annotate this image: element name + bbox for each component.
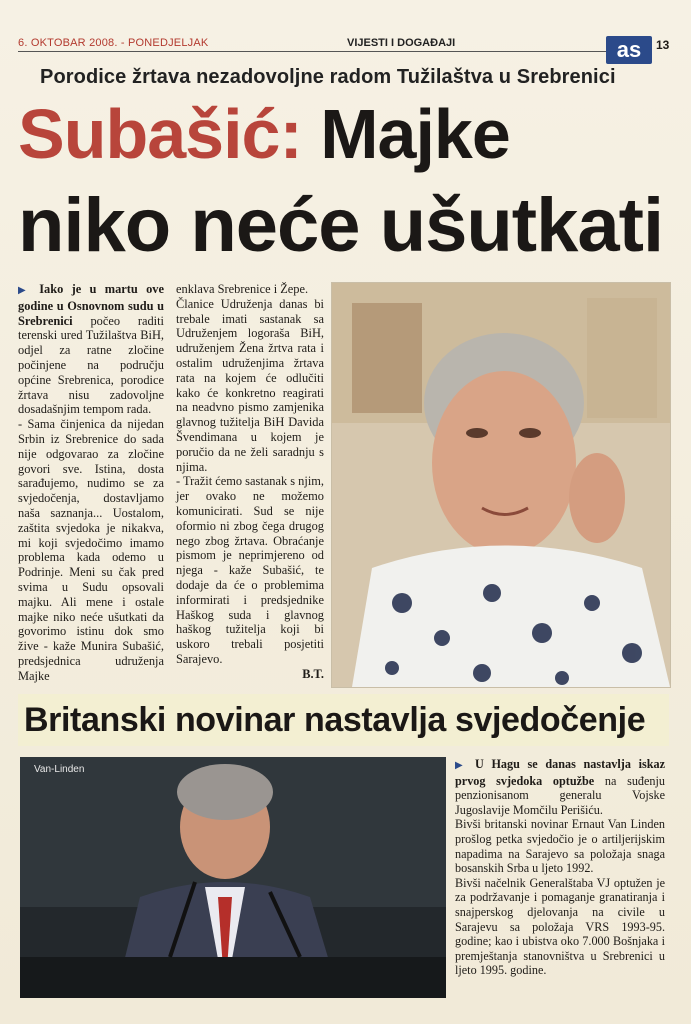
article1-paragraph: enklava Srebrenice i Žepe. xyxy=(176,282,309,296)
witness-photo-illustration xyxy=(20,757,446,998)
article2-lead-bold: U Hagu se danas nastavlja iskaz prvog svjedoka optužbe xyxy=(455,757,665,788)
article1-lead-bold: Iako je u martu ove godine u Osnovnom sudu u Srebrenici xyxy=(18,282,164,328)
headline-black-part: Majke xyxy=(320,95,510,173)
article1-lead-rest: počeo raditi terenski ured Tužilaštva BiH, odjel za ratne zločine počinjene na području općine Srebrenica, porodice žrtava nisu zadovoljne dosadašnjim tempom rada. xyxy=(18,313,164,417)
article1-paragraph: - Sama činjenica da nijedan Srbin iz Srebrenice do sada nije odgovarao za zločine govori sve. Istina, dosta sarađujemo, nudimo se za svjedočenja, dostavljamo naša saznanja... Uostalom, zaštita svjedoka je nikakva, mi koji svjedočimo imamo problema kada odemo u Podrinje. Meni su čak pred svima u Sudu opsovali majku. Ali mene i ostale majke niko neće ušutkati da govorimo istinu dok smo žive - kaže Munira Subašić, predsjednica udruženja Majke xyxy=(18,417,164,683)
photo-credit: Van-Linden xyxy=(34,764,85,775)
article1-headline-line1 xyxy=(18,96,510,172)
article2-photo-witness xyxy=(20,757,446,998)
article1-column-1 xyxy=(18,282,164,684)
article1-paragraph: Članice Udruženja danas bi trebale imati sastanak sa Udruženjem logoraša BiH, udruženjem Žena žrtva rata i ostalim udruženjima žrtava rata na kojem će odlučiti kako će konkretno reagirati na neadvno pismo zamjenika glavnog tužitelja BiH Davida Švendimana u kojem je poručio da ne želi saradnju s njima. xyxy=(176,296,324,474)
publication-logo: as xyxy=(606,36,652,64)
article2-text-column xyxy=(455,757,665,978)
article2-paragraph: Bivši načelnik Generalštaba VJ optužen je za podržavanje i pomaganje granatiranja i snajperskog djelovanja na civile u Sarajevu sa položaja VRS 1993-95. godine; kao i ubistva oko 7.000 Bošnjaka i premještanja stanovništva u Srebrenici u ljeto 1995. godine. xyxy=(455,875,665,978)
article1-signature: B.T. xyxy=(302,666,324,681)
headline-red-part: Subašić: xyxy=(18,95,302,173)
bullet-arrow-icon: ▶ xyxy=(455,760,468,771)
article1-kicker: Porodice žrtava nezadovoljne radom Tužilaštva u Srebrenici xyxy=(40,66,616,88)
header-divider xyxy=(18,51,651,52)
article1-headline-line2: niko neće ušutkati xyxy=(18,183,664,268)
page-number: 13 xyxy=(656,38,670,52)
article2-lead-rest: na suđenju penzionisanom generalu Vojske Jugoslavije Momčilu Perišiću. xyxy=(455,773,665,817)
article2-paragraph: Bivši britanski novinar Ernaut Van Linden prošlog petka svjedočio je o artiljerijskim napadima na Sarajevo sa položaja snaga bosanskih Srba u ljeto 1992. xyxy=(455,817,665,876)
issue-date: 6. OKTOBAR 2008. - PONEDJELJAK xyxy=(18,37,209,49)
article1-column-2 xyxy=(176,282,324,682)
article2-headline: Britanski novinar nastavlja svjedočenje xyxy=(24,701,646,739)
bullet-arrow-icon: ▶ xyxy=(18,285,31,296)
section-name: VIJESTI I DOGAĐAJI xyxy=(347,37,456,49)
article1-paragraph: - Tražit ćemo sastanak s njim, jer ovako ne možemo komunicirati. Sud se nije oformio ni zbog čega drugog nego zbog žrtava. Obraćanje pismom je neprimjereno od njega - kaže Subašić, te dodaje da će o problemima informirati i predsjednike Haškog suda i glavnog haškog tužitelja koji bi uskoro trebali posjetiti Sarajevo. xyxy=(176,474,324,666)
article1-photo-woman xyxy=(331,282,671,688)
woman-portrait-illustration xyxy=(332,283,670,687)
